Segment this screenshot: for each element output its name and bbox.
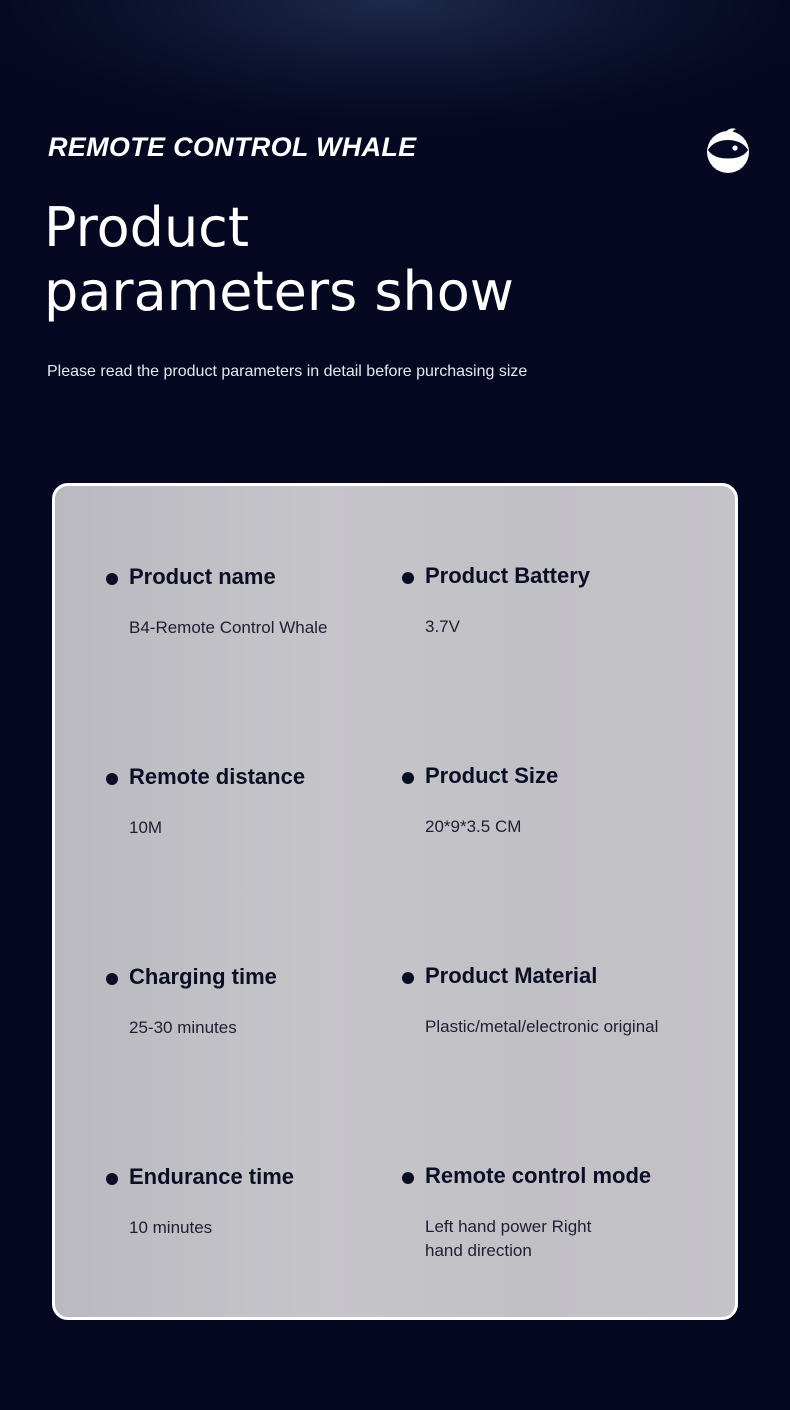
brand-title: REMOTE CONTROL WHALE xyxy=(48,132,417,162)
bullet-dot xyxy=(402,772,414,784)
param-value: 10 minutes xyxy=(129,1218,213,1237)
param-value: 20*9*3.5 CM xyxy=(425,817,522,836)
param-label: Product Battery xyxy=(425,563,591,588)
bullet-dot xyxy=(402,972,414,984)
param-label: Remote distance xyxy=(129,764,306,789)
bullet-dot xyxy=(106,573,118,585)
param-label: Product Material xyxy=(425,963,598,988)
parameters-card xyxy=(52,483,738,1320)
bullet-dot xyxy=(402,1172,414,1184)
param-label: Remote control mode xyxy=(425,1163,652,1188)
param-value: B4-Remote Control Whale xyxy=(129,618,328,637)
param-value: 10M xyxy=(129,818,163,837)
page-subtitle: Please read the product parameters in detail before purchasing size xyxy=(47,363,528,380)
param-label: Charging time xyxy=(129,964,277,989)
param-label: Product Size xyxy=(425,763,559,788)
param-value: Left hand power Right hand direction xyxy=(425,1217,592,1260)
param-value: Plastic/metal/electronic original xyxy=(425,1017,659,1036)
param-label: Product name xyxy=(129,564,276,589)
whale-icon xyxy=(703,124,753,174)
bullet-dot xyxy=(106,773,118,785)
page-title xyxy=(44,196,514,324)
param-value: 25-30 minutes xyxy=(129,1018,237,1037)
bullet-dot xyxy=(106,1173,118,1185)
page-title-line-1: Product xyxy=(44,196,250,259)
param-value: 3.7V xyxy=(425,617,460,636)
bullet-dot xyxy=(106,973,118,985)
bullet-dot xyxy=(402,572,414,584)
page-title-line-2: parameters show xyxy=(44,260,514,323)
param-label: Endurance time xyxy=(129,1164,295,1189)
